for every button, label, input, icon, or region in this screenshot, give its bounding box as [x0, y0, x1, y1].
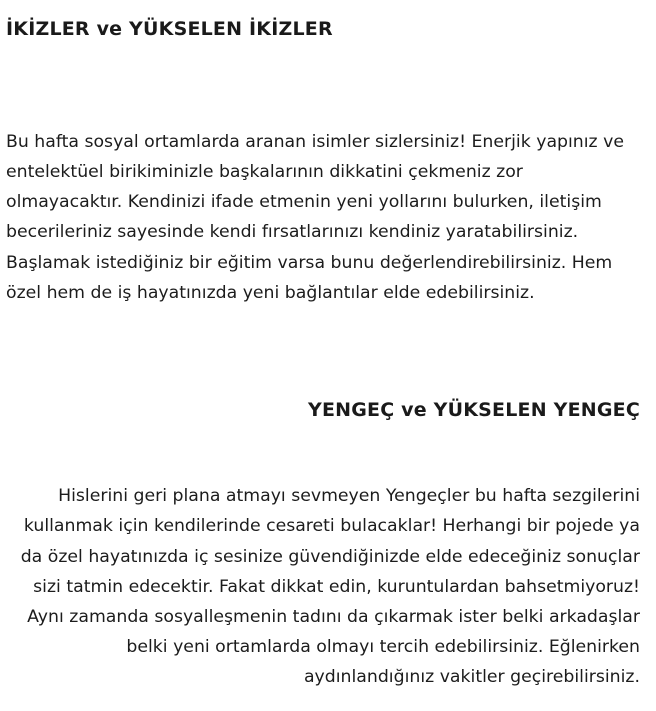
- paragraph-line: belki yeni ortamlarda olmayı tercih edebilirsiniz. Eğlenirken: [126, 637, 640, 657]
- paragraph-line: olmayacaktır. Kendinizi ifade etmenin yeni yollarını bulurken, iletişim: [6, 192, 602, 212]
- paragraph-line: sizi tatmin edecektir. Fakat dikkat edin, kuruntulardan bahsetmiyoruz!: [33, 577, 640, 597]
- paragraph-line: Aynı zamanda sosyalleşmenin tadını da çıkarmak ister belki arkadaşlar: [27, 607, 640, 627]
- paragraph-line: becerileriniz sayesinde kendi fırsatlarınızı kendiniz yaratabilirsiniz.: [6, 222, 579, 242]
- paragraph-line: entelektüel birikiminizle başkalarının dikkatini çekmeniz zor: [6, 162, 523, 182]
- paragraph-line: da özel hayatınızda iç sesinize güvendiğinizde elde edeceğiniz sonuçlar: [20, 547, 640, 567]
- paragraph-line: özel hem de iş hayatınızda yeni bağlantılar elde edebilirsiniz.: [6, 283, 535, 303]
- paragraph-line: kullanmak için kendilerinde cesareti bulacaklar! Herhangi bir pojede ya: [23, 516, 640, 536]
- paragraph-line: Bu hafta sosyal ortamlarda aranan isimler sizlersiniz! Enerjik yapınız ve: [6, 132, 624, 152]
- section-title: YENGEÇ ve YÜKSELEN YENGEÇ: [308, 399, 640, 421]
- paragraph-line: Başlamak istediğiniz bir eğitim varsa bunu değerlendirebilirsiniz. Hem: [6, 253, 613, 273]
- section-title: İKİZLER ve YÜKSELEN İKİZLER: [6, 18, 333, 40]
- paragraph-line: Hislerini geri plana atmayı sevmeyen Yengeçler bu hafta sezgilerini: [58, 486, 640, 506]
- paragraph-line: aydınlandığınız vakitler geçirebilirsiniz.: [303, 667, 640, 687]
